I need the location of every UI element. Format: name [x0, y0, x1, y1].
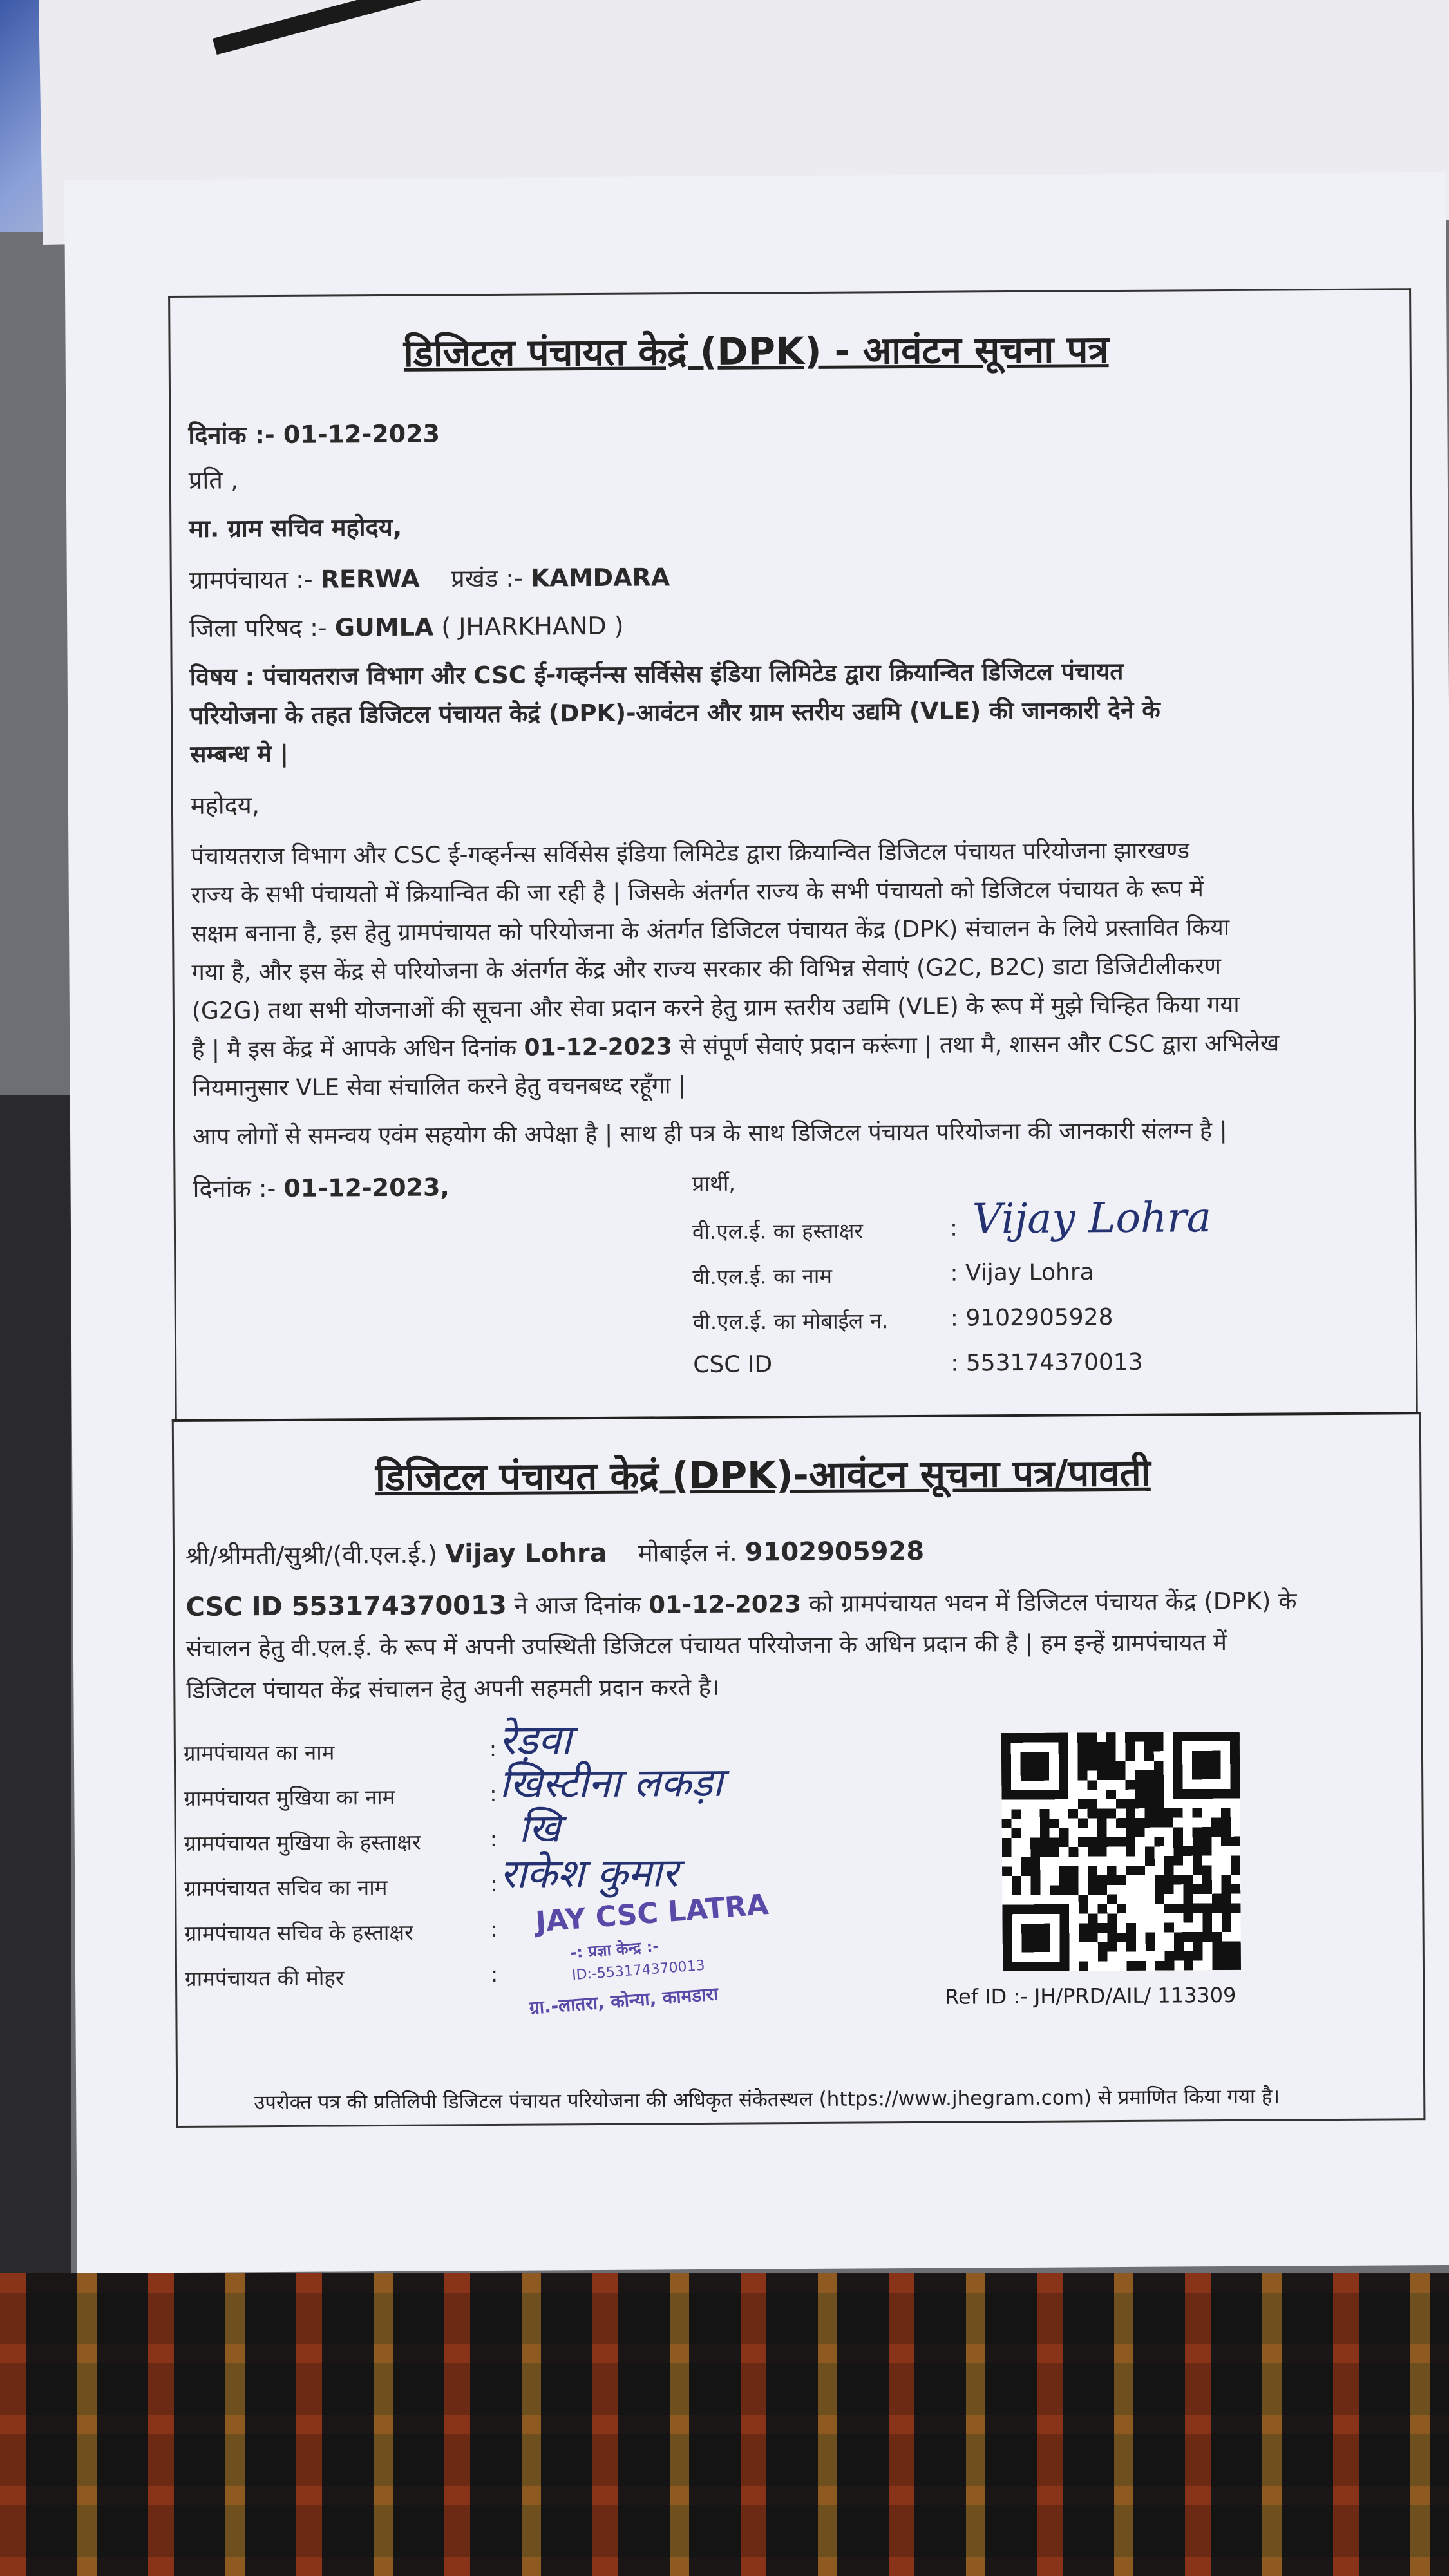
stamp-line-1: JAY CSC LATRA — [534, 1888, 770, 1939]
receipt-date: 01-12-2023 — [649, 1590, 802, 1619]
body-line-6-post: से संपूर्ण सेवाएं प्रदान करूंगा | तथा मै, शासन और CSC द्वारा अभिलेख — [679, 1030, 1280, 1061]
field-sachiv-name-label: ग्रामपंचायत सचिव का नाम — [184, 1874, 388, 1901]
background-fabric — [0, 2273, 1449, 2576]
csc-id-value: : 553174370013 — [951, 1349, 1143, 1377]
notice-title: डिजिटल पंचायत केद्रं (DPK) - आवंटन सूचना पत्र — [403, 327, 1109, 375]
field-mukhiya-name-label: ग्रामपंचायत मुखिया का नाम — [184, 1784, 395, 1811]
prakhand-value: KAMDARA — [530, 563, 670, 592]
field-mukhiya-sign-label: ग्रामपंचायत मुखिया के हस्ताक्षर — [184, 1829, 421, 1856]
receipt-csc-id: CSC ID 553174370013 — [185, 1590, 507, 1622]
field-gp-name-colon: : — [489, 1736, 497, 1762]
field-sachiv-name-colon: : — [490, 1871, 498, 1897]
sign-date-label: दिनांक :- — [193, 1174, 276, 1203]
notice-addressee: मा. ग्राम सचिव महोदय, — [189, 513, 402, 543]
footer-note: उपरोक्त पत्र की प्रतिलिपी डिजिटल पंचायत परियोजना की अधिकृत संकेतस्थल (https://www.jhegram.com) से प्रमाणित किया गया है। — [254, 2085, 1280, 2115]
ref-id: Ref ID :- JH/PRD/AIL/ 113309 — [945, 1982, 1236, 2009]
background-surface — [0, 1095, 71, 2318]
subject-line-3: सम्बन्ध मे | — [190, 739, 289, 768]
field-mukhiya-name-colon: : — [489, 1781, 497, 1807]
vle-signature-colon: : — [949, 1215, 958, 1242]
zila-line — [189, 609, 624, 645]
notice-date: दिनांक :- 01-12-2023 — [188, 419, 440, 450]
field-gp-name-label: ग्रामपंचायत का नाम — [183, 1739, 335, 1766]
gram-panchayat-label: ग्रामपंचायत :- — [189, 565, 313, 594]
receipt-name: Vijay Lohra — [444, 1538, 607, 1569]
gram-panchayat-value: RERWA — [320, 564, 420, 594]
document-paper — [64, 172, 1449, 2273]
notice-prati: प्रति , — [188, 466, 239, 495]
receipt-mobile-label: मोबाईल नं. — [638, 1538, 737, 1567]
field-seal-label: ग्रामपंचायत की मोहर — [184, 1965, 345, 1991]
field-mukhiya-sign-colon: : — [489, 1826, 497, 1852]
field-seal-colon: : — [490, 1961, 498, 1987]
field-sachiv-sign-colon: : — [490, 1916, 498, 1942]
stamp-line-4: ग्रा.-लातरा, कोन्या, कामडारा — [528, 1983, 719, 2019]
field-mukhiya-name-handwritten: खिस्टीना लकड़ा — [498, 1758, 723, 1807]
stamp-line-2: -: प्रज्ञा केन्द्र :- — [569, 1937, 660, 1962]
field-mukhiya-signature: खि — [518, 1806, 561, 1852]
vle-mobile-value: : 9102905928 — [950, 1304, 1113, 1332]
body-line-4: गया है, और इस केंद्र से परियोजना के अंतर्गत केंद्र और राज्य सरकार की विभिन्न सेवाएं (G2C, B2C) डाटा डिजिटीलीकरण — [191, 953, 1222, 986]
receipt-name-prefix: श्री/श्रीमती/सुश्री/(वी.एल.ई.) — [185, 1540, 438, 1570]
gram-panchayat-line — [189, 560, 670, 596]
zila-value: GUMLA — [334, 612, 434, 642]
sign-date-value: 01-12-2023, — [283, 1173, 450, 1202]
receipt-line-1-mid: ने आज दिनांक — [514, 1591, 641, 1620]
body-line-6-date: 01-12-2023 — [524, 1034, 672, 1061]
receipt-mobile: 9102905928 — [744, 1536, 925, 1567]
receipt-line-3: डिजिटल पंचायत केंद्र संचालन हेतु अपनी सहमती प्रदान करते है। — [186, 1674, 720, 1704]
receipt-line-2: संचालन हेतु वी.एल.ई. के रूप में अपनी उपस्थिती डिजिटल पंचायत परियोजना के अधिन प्रदान की है | हम इन्हें ग्रामपंचायत में — [185, 1629, 1227, 1662]
subject-line-1: विषय : पंचायतराज विभाग और CSC ई-गव्हर्नन्स सर्विसेस इंडिया लिमिटेड द्वारा क्रियान्वित डिजिटल पंचायत — [189, 657, 1124, 691]
closing-line: आप लोगों से समन्वय एवंम सहयोग की अपेक्षा है | साथ ही पत्र के साथ डिजिटल पंचायत परियोजना की जानकारी संलग्न है | — [192, 1117, 1227, 1150]
sign-date — [193, 1170, 450, 1204]
vle-signature-label: वी.एल.ई. का हस्ताक्षर — [692, 1218, 864, 1245]
prakhand-label: प्रखंड :- — [451, 564, 523, 593]
prarthi: प्रार्थी, — [692, 1170, 736, 1197]
field-sachiv-name-handwritten: राकेश कुमार — [499, 1849, 679, 1897]
vle-signature: Vijay Lohra — [972, 1194, 1212, 1244]
csc-id-label: CSC ID — [693, 1351, 773, 1379]
body-line-5: (G2G) तथा सभी योजनाओं की सूचना और सेवा प्रदान करने हेतु ग्राम स्तरीय उद्यमि (VLE) के रूप में मुझे चिन्हित किया गया — [191, 991, 1240, 1025]
receipt-title: डिजिटल पंचायत केद्रं (DPK)-आवंटन सूचना पत्र/पावती — [375, 1450, 1151, 1500]
field-sachiv-sign-label: ग्रामपंचायत सचिव के हस्ताक्षर — [184, 1919, 413, 1946]
state-value: ( JHARKHAND ) — [441, 611, 624, 641]
body-line-6 — [192, 1027, 1279, 1065]
field-gp-name-handwritten: रेड़वा — [498, 1716, 572, 1765]
vle-name-label: वी.एल.ई. का नाम — [692, 1263, 833, 1290]
stamp-line-3: ID:-553174370013 — [571, 1957, 706, 1984]
subject-line-2: परियोजना के तहत डिजिटल पंचायत केद्रं (DPK)-आवंटन और ग्राम स्तरीय उद्यमि (VLE) की जानकारी देने के — [189, 696, 1160, 730]
body-line-1: पंचायतराज विभाग और CSC ई-गव्हर्नन्स सर्विसेस इंडिया लिमिटेड द्वारा क्रियान्वित डिजिटल पंचायत परियोजना झारखण्ड — [191, 837, 1190, 870]
receipt-name-line — [185, 1534, 924, 1572]
body-line-3: सक्षम बनाना है, इस हेतु ग्रामपंचायत को परियोजना के अंतर्गत डिजिटल पंचायत केंद्र (DPK) संचालन के लिये प्रस्तावित किया — [191, 914, 1230, 947]
vle-mobile-label: वी.एल.ई. का मोबाईल न. — [692, 1308, 889, 1335]
body-line-6-pre: है | मै इस केंद्र में आपके अधिन दिनांक — [192, 1034, 517, 1063]
salutation: महोदय, — [190, 791, 260, 820]
panchayat-seal-stamp — [522, 1886, 808, 2035]
receipt-line-1 — [185, 1583, 1296, 1623]
body-line-7: नियमानुसार VLE सेवा संचालित करने हेतु वचनबध्द रहूँगा | — [192, 1072, 687, 1102]
receipt-line-1-rest: को ग्रामपंचायत भवन में डिजिटल पंचायत केंद्र (DPK) के — [808, 1587, 1297, 1618]
body-line-2: राज्य के सभी पंचायतो में क्रियान्वित की जा रही है | जिसके अंतर्गत राज्य के सभी पंचायतो को डिजिटल पंचायत के रूप में — [191, 876, 1204, 909]
zila-label: जिला परिषद :- — [189, 613, 327, 643]
vle-name-value: : Vijay Lohra — [950, 1259, 1094, 1287]
qr-code — [1001, 1732, 1241, 1971]
